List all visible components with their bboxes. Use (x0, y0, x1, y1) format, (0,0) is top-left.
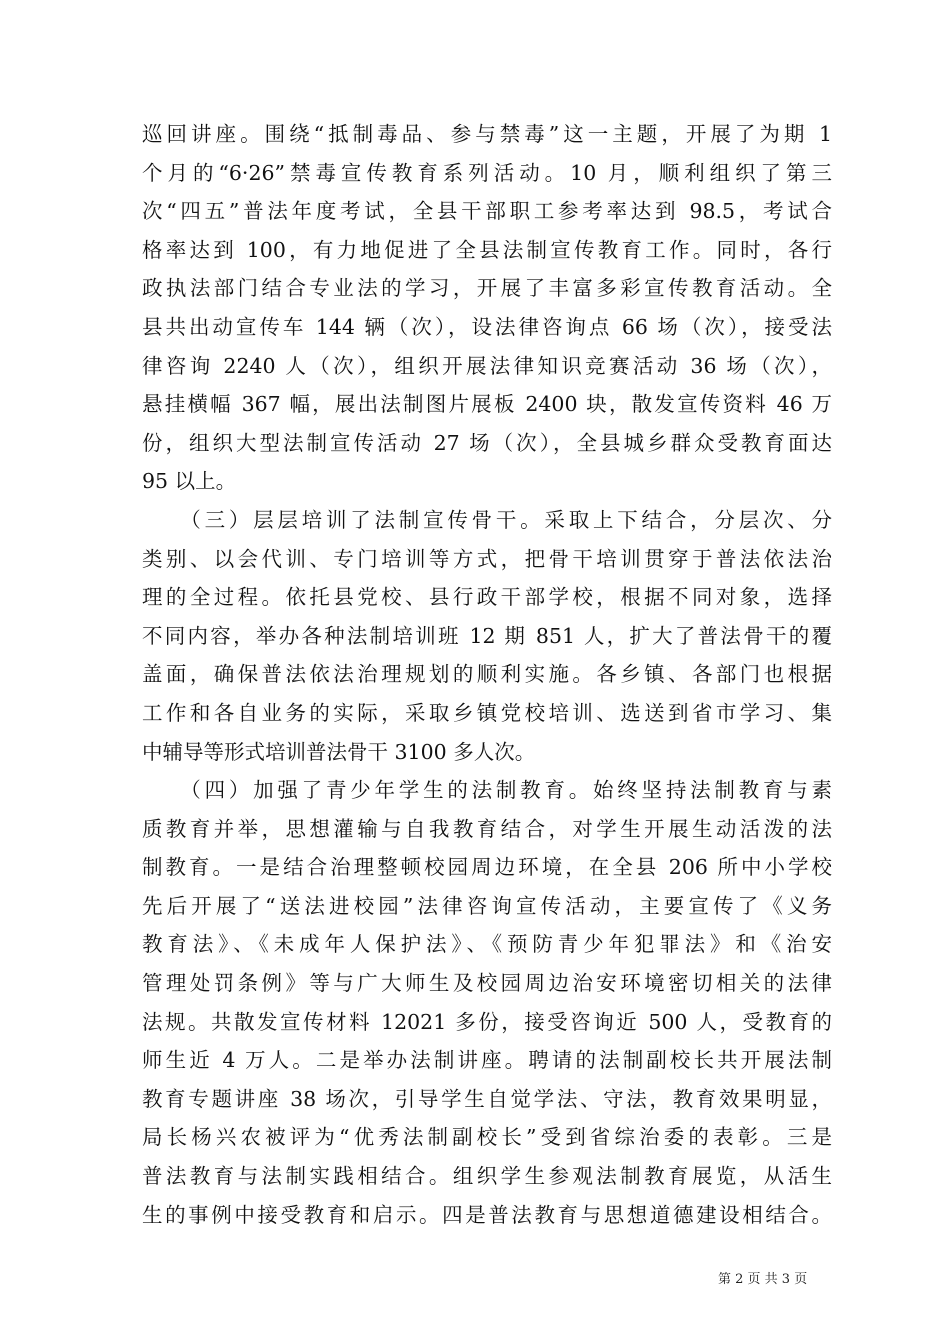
text-line: 巡回讲座。围绕“抵制毒品、参与禁毒”这一主题，开展了为期 1 (142, 122, 832, 146)
text-line: 个月的“6·26”禁毒宣传教育系列活动。10 月，顺利组织了第三 (142, 160, 832, 185)
paragraph-end-line: 中辅导等形式培训普法骨干 3100 多人次。 (142, 739, 536, 764)
paragraph-end-line: 95 以上。 (142, 469, 237, 494)
text-line: 律咨询 2240 人（次），组织开展法律知识竞赛活动 36 场（次）， (142, 353, 832, 378)
text-line: 普法教育与法制实践相结合。组织学生参观法制教育展览，从活生 (142, 1164, 832, 1189)
body-text (142, 115, 832, 1234)
page-number: 第 2 页 共 3 页 (718, 1272, 808, 1287)
text-line: 份，组织大型法制宣传活动 27 场（次），全县城乡群众受教育面达 (142, 430, 832, 455)
text-line: 教育法》、《未成年人保护法》、《预防青少年犯罪法》和《治安 (142, 932, 832, 957)
text-line: 县共出动宣传车 144 辆（次），设法律咨询点 66 场（次），接受法 (142, 314, 832, 339)
text-line: 质教育并举，思想灌输与自我教育结合，对学生开展生动活泼的法 (142, 816, 832, 841)
text-line: 先后开展了“送法进校园”法律咨询宣传活动，主要宣传了《义务 (142, 893, 832, 918)
text-line: 法规。共散发宣传材料 12021 多份，接受咨询近 500 人，受教育的 (142, 1009, 832, 1034)
text-line: 盖面，确保普法依法治理规划的顺利实施。各乡镇、各部门也根据 (142, 662, 832, 687)
text-line: （四）加强了青少年学生的法制教育。始终坚持法制教育与素 (142, 778, 832, 803)
text-line: 工作和各自业务的实际，采取乡镇党校培训、选送到省市学习、集 (142, 700, 832, 725)
text-line: 政执法部门结合专业法的学习，开展了丰富多彩宣传教育活动。全 (142, 276, 832, 301)
text-line: 教育专题讲座 38 场次，引导学生自觉学法、守法，教育效果明显， (142, 1086, 832, 1111)
text-line: 类别、以会代训、专门培训等方式，把骨干培训贯穿于普法依法治 (142, 546, 832, 571)
text-line: 悬挂横幅 367 幅，展出法制图片展板 2400 块，散发宣传资料 46 万 (142, 392, 832, 417)
text-line: （三）层层培训了法制宣传骨干。采取上下结合，分层次、分 (142, 507, 832, 532)
text-line: 生的事例中接受教育和启示。四是普法教育与思想道德建设相结合。 (142, 1202, 832, 1227)
text-line: 管理处罚条例》等与广大师生及校园周边治安环境密切相关的法律 (142, 971, 832, 996)
text-line: 格率达到 100，有力地促进了全县法制宣传教育工作。同时，各行 (142, 237, 832, 262)
text-line: 制教育。一是结合治理整顿校园周边环境，在全县 206 所中小学校 (142, 855, 832, 880)
text-line: 理的全过程。依托县党校、县行政干部学校，根据不同对象，选择 (142, 585, 832, 610)
text-line: 次“四五”普法年度考试，全县干部职工参考率达到 98.5，考试合 (142, 199, 832, 224)
text-line: 师生近 4 万人。二是举办法制讲座。聘请的法制副校长共开展法制 (142, 1048, 832, 1073)
text-line: 局长杨兴农被评为“优秀法制副校长”受到省综治委的表彰。三是 (142, 1125, 832, 1150)
text-line: 不同内容，举办各种法制培训班 12 期 851 人，扩大了普法骨干的覆 (142, 623, 832, 648)
